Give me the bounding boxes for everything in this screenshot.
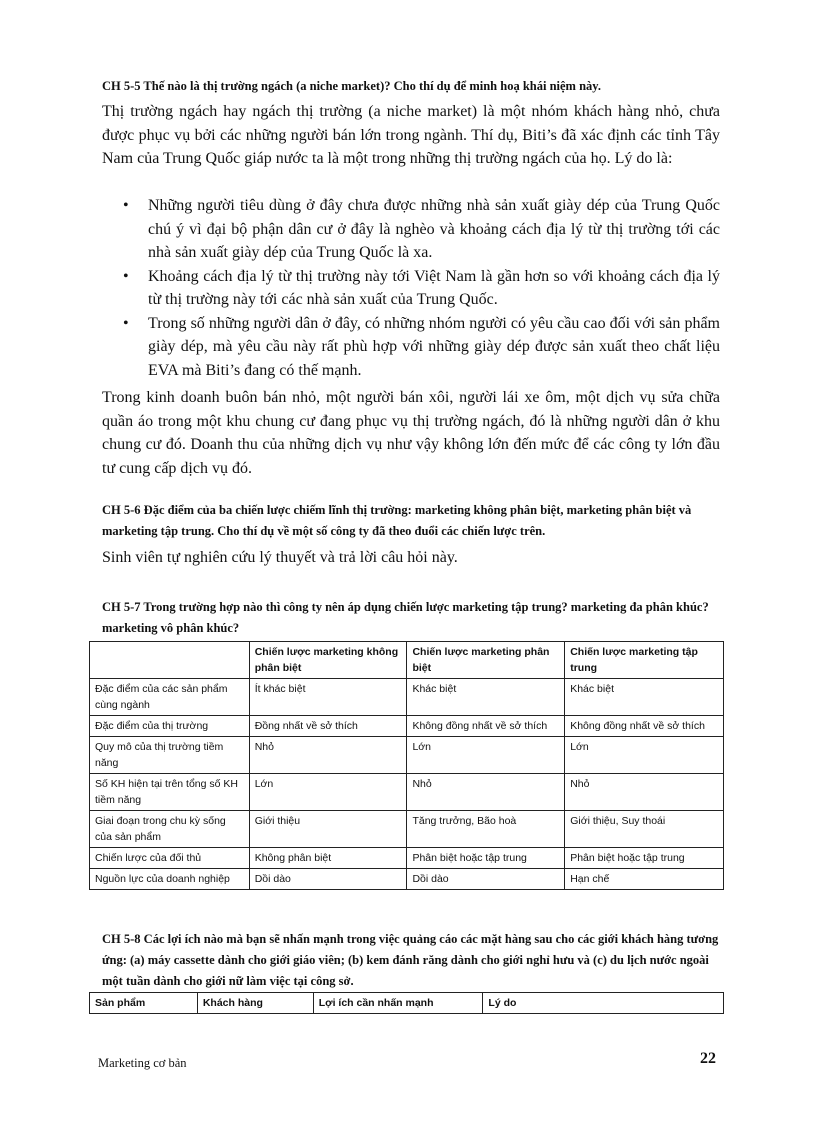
table-cell: Nguồn lực của doanh nghiệp — [90, 869, 250, 890]
list-item: • Trong số những người dân ở đây, có những nhóm người có yêu cầu cao đối với sản phẩm giày dép, mà yêu cầu này rất phù hợp với những giày dép được sản xuất theo chất liệu EVA mà Biti’s đang có thế mạnh. — [102, 312, 720, 383]
table-header-cell: Chiến lược marketing tập trung — [565, 642, 724, 679]
table-row — [90, 679, 724, 716]
question-5-5-intro: Thị trường ngách hay ngách thị trường (a niche market) là một nhóm khách hàng nhỏ, chưa được phục vụ bởi các những người bán lớn trong ngành. Thí dụ, Biti’s đã xác định các tỉnh Tây Nam của Trung Quốc giáp nước ta là một trong những thị trường ngách của họ. Lý do là: — [102, 103, 720, 167]
table-row — [90, 811, 724, 848]
advertising-benefits-table — [89, 992, 724, 1014]
table-row — [90, 737, 724, 774]
table-cell: Phân biệt hoặc tập trung — [565, 848, 724, 869]
table-row — [90, 716, 724, 737]
table-cell: Dồi dào — [249, 869, 407, 890]
question-5-5-heading: CH 5-5 Thế nào là thị trường ngách (a niche market)? Cho thí dụ để minh hoạ khái niệm này. — [102, 79, 601, 93]
table-header-cell: Sản phẩm — [90, 993, 198, 1014]
table-cell: Khác biệt — [565, 679, 724, 716]
question-5-5-closing: Trong kinh doanh buôn bán nhỏ, một người bán xôi, người lái xe ôm, một dịch vụ sửa chữa quần áo trong một khu chung cư đang phục vụ thị trường ngách, đó là những người dân ở khu chung cư đó. Doanh thu của những dịch vụ như vậy không lớn đến mức để các công ty lớn đầu tư cung cấp dịch vụ đó. — [102, 389, 720, 477]
question-5-7-heading: CH 5-7 Trong trường hợp nào thì công ty nên áp dụng chiến lược marketing tập trung? marketing đa phân khúc? marketing vô phân khúc? — [102, 600, 709, 635]
table-cell: Giai đoạn trong chu kỳ sống của sản phẩm — [90, 811, 250, 848]
table-cell: Không phân biệt — [249, 848, 407, 869]
table-cell: Nhỏ — [407, 774, 565, 811]
list-item: • Khoảng cách địa lý từ thị trường này tới Việt Nam là gần hơn so với khoảng cách địa lý từ thị trường này tới các nhà sản xuất của Trung Quốc. — [102, 265, 720, 312]
table-cell: Chiến lược của đối thủ — [90, 848, 250, 869]
table-cell: Lớn — [407, 737, 565, 774]
table-cell: Ít khác biệt — [249, 679, 407, 716]
question-5-8-heading: CH 5-8 Các lợi ích nào mà bạn sẽ nhấn mạnh trong việc quảng cáo các mặt hàng sau cho các giới khách hàng tương ứng: (a) máy cassette dành cho giới giáo viên; (b) kem đánh răng dành cho giới nghỉ hưu và (c) du lịch nước ngoài một tuần dành cho giới nữ làm việc tại công sở. — [102, 932, 719, 988]
table-cell: Đặc điểm của các sản phẩm cùng ngành — [90, 679, 250, 716]
bullet-icon: • — [123, 314, 129, 332]
table-header-row — [90, 993, 724, 1014]
table-cell: Đồng nhất về sở thích — [249, 716, 407, 737]
table-cell: Hạn chế — [565, 869, 724, 890]
table-cell: Dồi dào — [407, 869, 565, 890]
table-header-cell: Lý do — [483, 993, 724, 1014]
table-header-cell: Lợi ích cần nhấn mạnh — [313, 993, 483, 1014]
table-header-row — [90, 642, 724, 679]
table-row — [90, 869, 724, 890]
table-header-cell: Chiến lược marketing không phân biệt — [249, 642, 407, 679]
table-cell: Số KH hiện tại trên tổng số KH tiềm năng — [90, 774, 250, 811]
question-5-6-heading: CH 5-6 Đặc điểm của ba chiến lược chiếm lĩnh thị trường: marketing không phân biệt, marketing phân biệt và marketing tập trung. Cho thí dụ về một số công ty đã theo đuổi các chiến lược trên. — [102, 503, 692, 538]
table-cell: Giới thiệu — [249, 811, 407, 848]
page-number: 22 — [700, 1050, 716, 1067]
table-cell: Khác biệt — [407, 679, 565, 716]
table-header-cell: Chiến lược marketing phân biệt — [407, 642, 565, 679]
table-row — [90, 774, 724, 811]
question-5-5-reasons-list — [102, 194, 720, 382]
table-cell: Không đồng nhất về sở thích — [565, 716, 724, 737]
table-header-cell — [90, 642, 250, 679]
list-item: • Những người tiêu dùng ở đây chưa được những nhà sản xuất giày dép của Trung Quốc chú ý vì đại bộ phận dân cư ở đây là nghèo và khoảng cách địa lý từ thị trường tới các nhà sản xuất giày dép của Trung Quốc là xa. — [102, 194, 720, 265]
table-cell: Tăng trưởng, Bão hoà — [407, 811, 565, 848]
table-cell: Không đồng nhất về sở thích — [407, 716, 565, 737]
table-row — [90, 848, 724, 869]
bullet-icon: • — [123, 197, 129, 214]
footer-book-title: Marketing cơ bản — [98, 1056, 187, 1070]
table-cell: Phân biệt hoặc tập trung — [407, 848, 565, 869]
table-header-cell: Khách hàng — [197, 993, 313, 1014]
table-cell: Lớn — [565, 737, 724, 774]
table-cell: Lớn — [249, 774, 407, 811]
table-cell: Nhỏ — [249, 737, 407, 774]
table-cell: Giới thiệu, Suy thoái — [565, 811, 724, 848]
table-cell: Quy mô của thị trường tiềm năng — [90, 737, 250, 774]
table-cell: Nhỏ — [565, 774, 724, 811]
bullet-icon: • — [123, 267, 129, 285]
strategy-comparison-table — [89, 641, 724, 890]
question-5-6-answer: Sinh viên tự nghiên cứu lý thuyết và trả lời câu hỏi này. — [102, 549, 458, 566]
table-cell: Đặc điểm của thị trường — [90, 716, 250, 737]
